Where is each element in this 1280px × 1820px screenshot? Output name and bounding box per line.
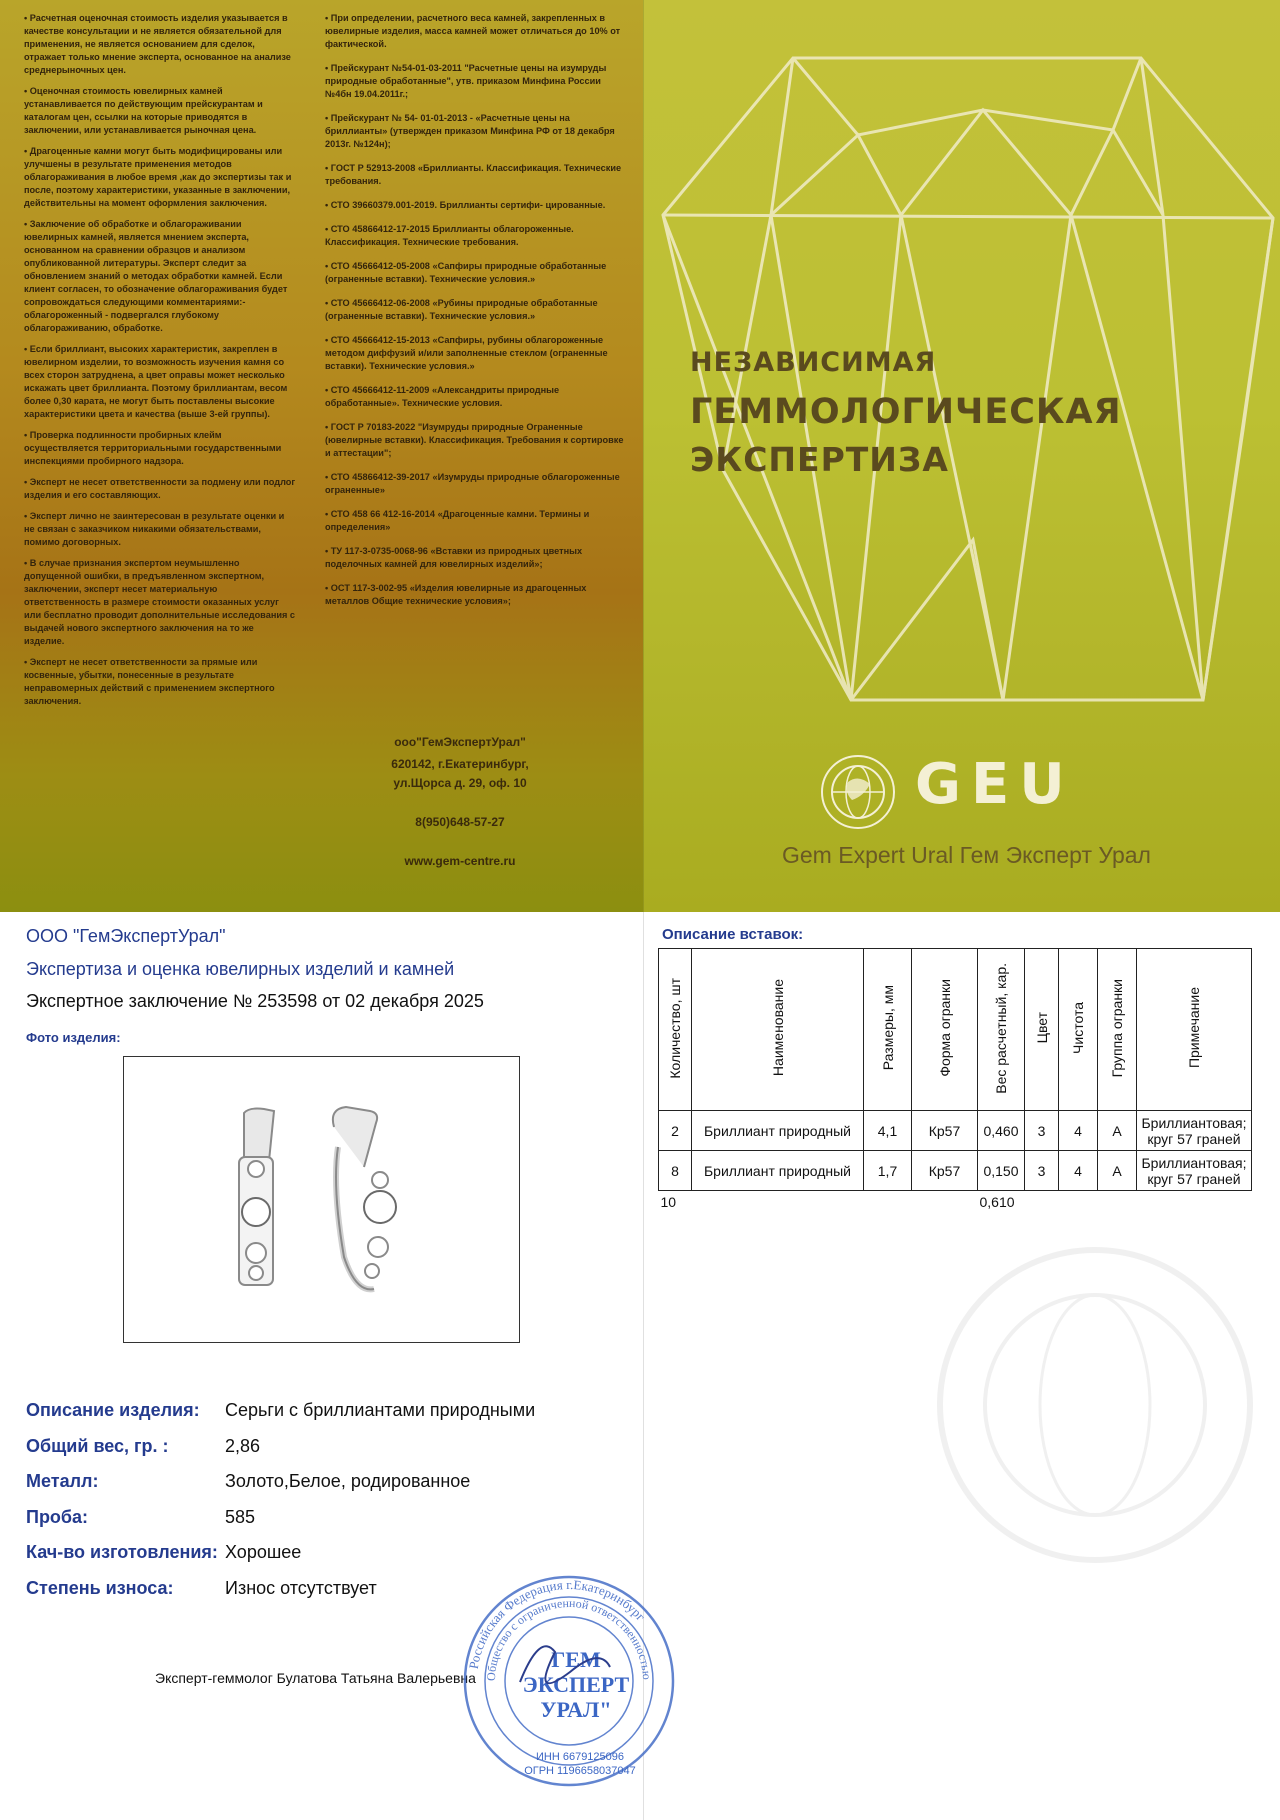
- brochure-col1-paragraph: • Проверка подлинности пробирных клейм осуществляется территориальными государственными инспекциями пробирного надзора.: [24, 430, 282, 466]
- table-header-cell: Примечание: [1137, 949, 1252, 1111]
- geu-logo-text: GEU: [915, 752, 1075, 817]
- svg-text:Российская Федерация г.Екатер: Российская Федерация г.Екатеринбург: [465, 1576, 649, 1670]
- property-label: Проба:: [26, 1506, 89, 1527]
- table-row: [659, 1151, 1252, 1191]
- property-value: Износ отсутствует: [225, 1577, 377, 1598]
- brochure-col2-paragraph: • СТО 39660379.001-2019. Бриллианты сертифи- цированные.: [325, 200, 606, 210]
- table-cell-qty: 2: [659, 1111, 692, 1151]
- contact-address-2: ул.Щорса д. 29, оф. 10: [393, 776, 527, 790]
- brochure-column-1: [24, 12, 296, 716]
- svg-text:ГЕМ: ГЕМ: [551, 1647, 601, 1672]
- brochure-col1-paragraph: • Драгоценные камни могут быть модифицированы или улучшены в результате применения методов облагораживания в любое время ,как до экспертизы так и после, поэтому характеристики, указанные в заключении, действительны на момент оформления заключения.: [24, 146, 292, 208]
- conclusion-number: Экспертное заключение № 253598 от 02 декабря 2025: [26, 991, 484, 1011]
- brochure-col1-paragraph: • В случае признания экспертом неумышленно допущенной ошибки, в предъявленном экспертном, заключении, эксперт несет материальную ответственность в размере стоимости оказанных услуг или бесплатно проводит дополнительные исследования с выдачей нового экспертного заключения на то же изделие.: [24, 558, 296, 646]
- property-label: Степень износа:: [26, 1577, 174, 1598]
- svg-text:УРАЛ": УРАЛ": [540, 1697, 612, 1722]
- fold-line: [643, 0, 644, 1820]
- property-label: Общий вес, гр. :: [26, 1435, 169, 1456]
- brochure-col2-paragraph: • СТО 45666412-05-2008 «Сапфиры природные обработанные (ограненные вставки). Технические условия.»: [325, 261, 607, 284]
- brochure-col1-paragraph: • Заключение об обработке и облагораживании ювелирных камней, является мнением эксперта, основанном на сравнении образцов и анализом опубликованной литературы. Эксперт следит за обновлением знаний о методах обработки камней. Если клиент согласен, то обозначение облагораживания будет сопровождаться следующими комментариями:- облагороженный - подвергался глубокому облагораживанию, обработке.: [24, 219, 288, 333]
- property-label: Металл:: [26, 1471, 99, 1491]
- table-cell-note: Бриллиантовая; круг 57 граней: [1137, 1151, 1252, 1191]
- property-value: Серьги с бриллиантами природными: [225, 1400, 536, 1420]
- table-header-cell: Вес расчетный, кар.: [978, 949, 1025, 1111]
- brochure-col2-paragraph: • ГОСТ Р 52913-2008 «Бриллианты. Классификация. Технические требования.: [325, 163, 622, 186]
- table-header-cell: Группа огранки: [1098, 949, 1137, 1111]
- brochure-col2-paragraph: • СТО 45666412-06-2008 «Рубины природные обработанные (ограненные вставки). Технические условия.»: [325, 298, 598, 321]
- svg-text:ИНН 6679125096: ИНН 6679125096: [535, 1751, 625, 1763]
- inserts-table: [658, 948, 1252, 1213]
- expert-name: Эксперт-геммолог Булатова Татьяна Валерьевна: [155, 1670, 476, 1686]
- property-label: Описание изделия:: [26, 1400, 200, 1420]
- brochure-title-line-1: НЕЗАВИСИМАЯ: [690, 347, 937, 378]
- table-header-cell: Наименование: [692, 949, 864, 1111]
- earrings-image: [124, 1057, 518, 1341]
- brochure-col2-paragraph: • ОСТ 117-3-002-95 «Изделия ювелирные из драгоценных металлов Общие технические условия»;: [325, 583, 587, 606]
- watermark-logo: [930, 1240, 1260, 1570]
- total-empty-cell: [1137, 1191, 1252, 1213]
- table-header-cell: Форма огранки: [912, 949, 978, 1111]
- brochure-col2-paragraph: • СТО 45666412-11-2009 «Александриты природные обработанные». Технические условия.: [325, 385, 560, 408]
- brochure-col2-paragraph: • СТО 458 66 412-16-2014 «Драгоценные камни. Термины и определения»: [325, 509, 590, 532]
- brochure-title-line-2: ГЕММОЛОГИЧЕСКАЯ: [690, 392, 1122, 432]
- brochure-col1-paragraph: • Расчетная оценочная стоимость изделия указывается в качестве консультации и не является обязательной для применения, не является основанием для сделок, отражает только мнение эксперта, основанное на анализе среднерыночных цен.: [24, 13, 291, 75]
- table-cell-size: 1,7: [864, 1151, 912, 1191]
- total-qty: 10: [660, 1193, 677, 1210]
- brochure-col2-paragraph: • Прейскурант № 54- 01-01-2013 - «Расчетные цены на бриллианты» (утвержден приказом Минфина РФ от 18 декабря 2013г. №124н);: [325, 113, 615, 149]
- org-name: ООО "ГемЭкспертУрал": [26, 926, 226, 946]
- total-weight: 0,610: [979, 1193, 1015, 1210]
- brochure-col2-paragraph: • СТО 45666412-15-2013 «Сапфиры, рубины облагороженные методом диффузий и/или заполненные стеклом (ограненные вставки). Технические условия.»: [325, 335, 608, 371]
- table-cell-note: Бриллиантовая; круг 57 граней: [1137, 1111, 1252, 1151]
- table-cell-color: 3: [1025, 1111, 1059, 1151]
- table-cell-clarity: 4: [1059, 1111, 1098, 1151]
- property-value: 585: [225, 1506, 256, 1527]
- svg-text:ЭКСПЕРТ: ЭКСПЕРТ: [522, 1672, 630, 1697]
- total-empty-cell: [1025, 1191, 1059, 1213]
- table-cell-cut: Кр57: [912, 1151, 978, 1191]
- product-photo: [123, 1056, 520, 1343]
- table-cell-qty: 8: [659, 1151, 692, 1191]
- svg-text:Общество с ограниченной ответс: Общество с ограниченной ответственностью: [483, 1595, 655, 1682]
- brochure-col2-paragraph: • СТО 45866412-39-2017 «Изумруды природные облагороженные ограненные»: [325, 472, 620, 495]
- table-cell-name: Бриллиант природный: [692, 1151, 864, 1191]
- total-empty-cell: [912, 1191, 978, 1213]
- table-cell-group: А: [1098, 1111, 1137, 1151]
- company-stamp: [460, 1572, 678, 1790]
- brochure-col1-paragraph: • Эксперт лично не заинтересован в результате оценки и не связан с заказчиком никакими обязательствами, помимо договорных.: [24, 511, 285, 547]
- brochure-col2-paragraph: • ТУ 117-3-0735-0068-96 «Вставки из природных цветных поделочных камней для ювелирных изделий»;: [325, 546, 583, 569]
- diamond-outline-graphic: [643, 0, 1280, 780]
- table-header-cell: Количество, шт: [659, 949, 692, 1111]
- geu-globe-logo-icon: [818, 752, 898, 832]
- contact-company: ооо"ГемЭкспертУрал": [394, 735, 526, 749]
- contact-address-1: 620142, г.Екатеринбург,: [391, 757, 529, 771]
- photo-label: Фото изделия:: [26, 1030, 121, 1045]
- property-value: 2,86: [225, 1435, 261, 1456]
- geu-logo-subtitle: Gem Expert Ural Гем Эксперт Урал: [782, 842, 1151, 868]
- table-header-cell: Размеры, мм: [864, 949, 912, 1111]
- svg-text:ОГРН 1196658037047: ОГРН 1196658037047: [524, 1765, 636, 1777]
- contact-phone: 8(950)648-57-27: [415, 815, 505, 829]
- brochure-col1-paragraph: • Если бриллиант, высоких характеристик, закреплен в ювелирном изделии, то возможность изучения камня со всех сторон затруднена, а цвет оправы может несколько искажать цвет бриллианта. Поэтому бриллиантам, весом более 0,30 карата, не могут быть поставлены высокие характеристики цвета и качества (выше 3-ей группы).: [24, 344, 288, 419]
- brochure-title-line-3: ЭКСПЕРТИЗА: [690, 440, 949, 479]
- earring-right: [333, 1107, 396, 1289]
- brochure-col2-paragraph: • Прейскурант №54-01-03-2011 "Расчетные цены на изумруды природные обработанные", утв. приказом Минфина России №4бн 19.04.2011г.;: [325, 63, 607, 99]
- table-header-cell: Цвет: [1025, 949, 1059, 1111]
- total-empty-cell: [692, 1191, 864, 1213]
- brochure-col1-paragraph: • Эксперт не несет ответственности за подмену или подлог изделия и его составляющих.: [24, 477, 296, 500]
- total-empty-cell: [1059, 1191, 1098, 1213]
- table-cell-name: Бриллиант природный: [692, 1111, 864, 1151]
- table-cell-color: 3: [1025, 1151, 1059, 1191]
- contact-site[interactable]: www.gem-centre.ru: [404, 854, 516, 868]
- brochure-col2-paragraph: • ГОСТ Р 70183-2022 "Изумруды природные Ограненные (ювелирные вставки). Классификация. Требования к сортировке и аттестации";: [325, 422, 624, 458]
- table-cell-weight: 0,150: [978, 1151, 1025, 1191]
- brochure-col2-paragraph: • СТО 45866412-17-2015 Бриллианты облагороженные. Классификация. Технические требования.: [325, 224, 574, 247]
- property-value: Золото,Белое, родированное: [225, 1471, 471, 1491]
- table-cell-weight: 0,460: [978, 1111, 1025, 1151]
- brochure-col2-paragraph: • При определении, расчетного веса камней, закрепленных в ювелирные изделия, масса камней может отличаться до 10% от фактической.: [325, 13, 621, 49]
- table-row: [659, 1111, 1252, 1151]
- table-cell-group: А: [1098, 1151, 1137, 1191]
- table-totals-row: [659, 1191, 1252, 1213]
- brochure-col1-paragraph: • Оценочная стоимость ювелирных камней устанавливается по действующим прейскурантам и каталогам цен, ссылки на которые приводятся в заключении, или устанавливается рыночная цена.: [24, 86, 263, 135]
- table-cell-cut: Кр57: [912, 1111, 978, 1151]
- property-value: Хорошее: [225, 1542, 302, 1562]
- total-empty-cell: [864, 1191, 912, 1213]
- earring-left: [239, 1109, 274, 1286]
- table-header-cell: Чистота: [1059, 949, 1098, 1111]
- brochure-column-2: [325, 12, 625, 619]
- table-cell-clarity: 4: [1059, 1151, 1098, 1191]
- brochure-col1-paragraph: • Эксперт не несет ответственности за прямые или косвенные, убытки, понесенные в результате неправомерных действий с применением экспертного заключения.: [24, 657, 275, 706]
- inserts-title: Описание вставок:: [662, 926, 804, 943]
- org-subtitle: Экспертиза и оценка ювелирных изделий и камней: [26, 959, 455, 979]
- total-empty-cell: [1098, 1191, 1137, 1213]
- table-cell-size: 4,1: [864, 1111, 912, 1151]
- property-label: Кач-во изготовления:: [26, 1542, 218, 1562]
